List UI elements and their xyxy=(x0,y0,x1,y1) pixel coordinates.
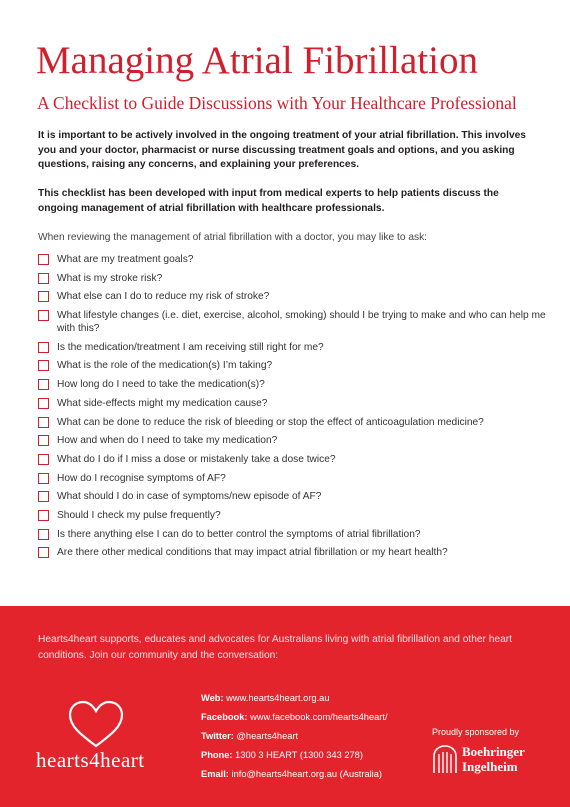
checklist-item xyxy=(38,359,548,372)
checklist-item-text: Is the medication/treatment I am receiving still right for me? xyxy=(57,341,324,353)
checklist-item xyxy=(38,509,548,522)
checkbox[interactable] xyxy=(38,360,49,371)
checklist-item-text: What are my treatment goals? xyxy=(57,254,194,265)
checklist-item-text: How and when do I need to take my medication? xyxy=(57,435,278,447)
checkbox[interactable] xyxy=(38,398,49,409)
checkbox[interactable] xyxy=(38,273,49,284)
page-title: Managing Atrial Fibrillation xyxy=(36,39,478,82)
checklist-item-text: What is my stroke risk? xyxy=(57,272,163,284)
checklist-item-text: What side-effects might my medication cause? xyxy=(57,397,268,409)
contact-facebook xyxy=(201,708,388,727)
checklist-item xyxy=(38,546,548,559)
twitter-link[interactable]: @hearts4heart xyxy=(236,731,299,741)
checkbox[interactable] xyxy=(38,510,49,521)
checklist-item-text: What should I do in case of symptoms/new episode of AF? xyxy=(57,491,322,503)
email-link[interactable]: info@hearts4heart.org.au (Australia) xyxy=(231,769,383,779)
contact-list xyxy=(201,689,388,784)
contact-label: Phone: xyxy=(201,750,233,760)
checklist-item-text: What is the role of the medication(s) I’m taking? xyxy=(57,360,273,372)
checklist-item xyxy=(38,253,548,266)
checkbox[interactable] xyxy=(38,473,49,484)
sponsor-name-line-2: Ingelheim xyxy=(462,759,518,774)
checklist-item xyxy=(38,272,548,285)
checklist-item xyxy=(38,378,548,391)
checklist-item xyxy=(38,434,548,447)
checklist-item-text: What can be done to reduce the risk of bleeding or stop the effect of anticoagulation medicine? xyxy=(57,416,484,428)
footer xyxy=(0,606,570,807)
footer-text: Hearts4heart supports, educates and advocates for Australians living with atrial fibrillation and other heart conditions. Join our community and the conversation: xyxy=(38,634,512,661)
checklist-item xyxy=(38,528,548,541)
contact-label: Email: xyxy=(201,769,229,779)
intro-paragraph-2: This checklist has been developed with input from medical experts to help patients discuss the ongoing management of atrial fibrillation with healthcare professionals. xyxy=(38,188,499,214)
checklist-item xyxy=(38,490,548,503)
checkbox[interactable] xyxy=(38,435,49,446)
facebook-link[interactable]: www.facebook.com/hearts4heart/ xyxy=(250,712,388,722)
building-icon xyxy=(432,744,458,774)
contact-email xyxy=(201,765,388,784)
contact-label: Web: xyxy=(201,693,224,703)
checkbox[interactable] xyxy=(38,454,49,465)
checklist-item-text: Are there other medical conditions that may impact atrial fibrillation or my heart health? xyxy=(57,547,448,559)
checkbox[interactable] xyxy=(38,417,49,428)
checklist-item-text: What lifestyle changes (i.e. diet, exercise, alcohol, smoking) should I be trying to make and who can help me with this? xyxy=(57,310,546,335)
checklist-item xyxy=(38,309,548,335)
checklist-lead: When reviewing the management of atrial fibrillation with a doctor, you may like to ask: xyxy=(38,232,428,243)
contact-twitter xyxy=(201,727,388,746)
contact-label: Twitter: xyxy=(201,731,234,741)
contact-phone xyxy=(201,746,388,765)
contact-web xyxy=(201,689,388,708)
checkbox[interactable] xyxy=(38,529,49,540)
page-subtitle: A Checklist to Guide Discussions with Your Healthcare Professional xyxy=(37,93,517,113)
checkbox[interactable] xyxy=(38,379,49,390)
checklist-item xyxy=(38,472,548,485)
hearts4heart-logo xyxy=(36,700,176,780)
checklist-item xyxy=(38,453,548,466)
checklist-item xyxy=(38,416,548,429)
checklist xyxy=(38,253,548,565)
contact-label: Facebook: xyxy=(201,712,248,722)
checklist-item xyxy=(38,341,548,354)
checklist-item xyxy=(38,397,548,410)
checklist-item-text: What do I do if I miss a dose or mistakenly take a dose twice? xyxy=(57,453,336,465)
web-link[interactable]: www.hearts4heart.org.au xyxy=(226,693,330,703)
checklist-item-text: What else can I do to reduce my risk of stroke? xyxy=(57,291,270,303)
checklist-item-text: Is there anything else I can do to better control the symptoms of atrial fibrillation? xyxy=(57,528,421,540)
checkbox[interactable] xyxy=(38,310,49,321)
sponsor-label: Proudly sponsored by xyxy=(432,727,520,737)
logo-text: hearts4heart xyxy=(36,748,145,772)
heart-icon xyxy=(66,700,126,750)
checkbox[interactable] xyxy=(38,547,49,558)
checklist-item-text: Should I check my pulse frequently? xyxy=(57,509,221,521)
intro-paragraph-1: It is important to be actively involved in the ongoing treatment of your atrial fibrillation. This involves you and your doctor, pharmacist or nurse discussing treatment goals and options, and you asking questions, raising any concerns, and explaining your preferences. xyxy=(38,130,526,170)
checkbox[interactable] xyxy=(38,291,49,302)
boehringer-ingelheim-logo xyxy=(432,742,542,778)
sponsor-name-line-1: Boehringer xyxy=(462,744,525,759)
checkbox[interactable] xyxy=(38,254,49,265)
checklist-item-text: How do I recognise symptoms of AF? xyxy=(57,472,226,484)
checklist-item xyxy=(38,290,548,303)
checkbox[interactable] xyxy=(38,491,49,502)
checklist-item-text: How long do I need to take the medication(s)? xyxy=(57,379,265,391)
checkbox[interactable] xyxy=(38,342,49,353)
phone-link[interactable]: 1300 3 HEART (1300 343 278) xyxy=(235,750,363,760)
